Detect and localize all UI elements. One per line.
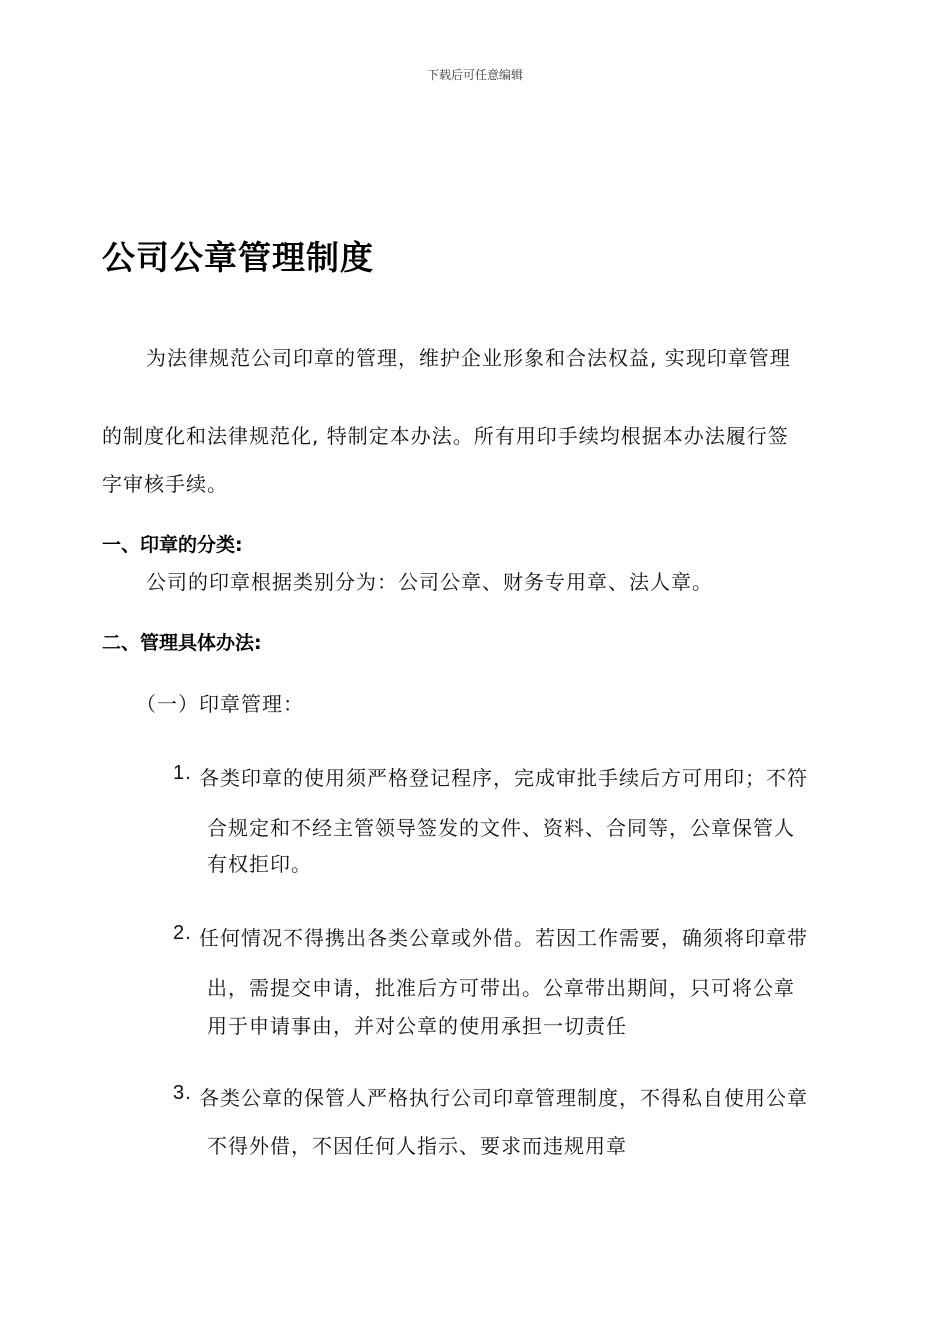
list-item-line: 合规定和不经主管领导签发的文件、资料、合同等，公章保管人 bbox=[207, 816, 795, 840]
list-item-number: 3. bbox=[173, 1082, 192, 1104]
list-item-line: 不得外借，不因任何人指示、要求而违规用章 bbox=[207, 1134, 627, 1158]
list-item-line: 各类公章的保管人严格执行公司印章管理制度，不得私自使用公章 bbox=[199, 1086, 808, 1110]
section-1-heading: 一、印章的分类: bbox=[102, 534, 243, 556]
list-item-number: 1. bbox=[173, 762, 192, 784]
section-1-body: 公司的印章根据类别分为：公司公章、财务专用章、法人章。 bbox=[146, 570, 713, 594]
list-item-line: 用于申请事由，并对公章的使用承担一切责任 bbox=[207, 1014, 627, 1038]
section-2-heading: 二、管理具体办法: bbox=[102, 632, 262, 654]
list-item-line: 有权拒印。 bbox=[207, 852, 312, 876]
list-item-line: 任何情况不得携出各类公章或外借。若因工作需要，确须将印章带 bbox=[199, 926, 808, 950]
intro-line-1: 为法律规范公司印章的管理，维护企业形象和合法权益, 实现印章管理 bbox=[146, 346, 791, 370]
document-title: 公司公章管理制度 bbox=[102, 238, 374, 277]
header-note: 下载后可任意编辑 bbox=[426, 68, 523, 82]
list-item-line: 各类印章的使用须严格登记程序，完成审批手续后方可用印；不符 bbox=[199, 766, 808, 790]
subsection-heading: （一）印章管理： bbox=[136, 692, 304, 716]
intro-line-2: 的制度化和法律规范化, 特制定本办法。所有用印手续均根据本办法履行签 bbox=[102, 424, 789, 448]
list-item-number: 2. bbox=[173, 922, 192, 944]
intro-line-3: 字审核手续。 bbox=[102, 472, 228, 496]
list-item-line: 出，需提交申请，批准后方可带出。公章带出期间，只可将公章 bbox=[207, 976, 795, 1000]
